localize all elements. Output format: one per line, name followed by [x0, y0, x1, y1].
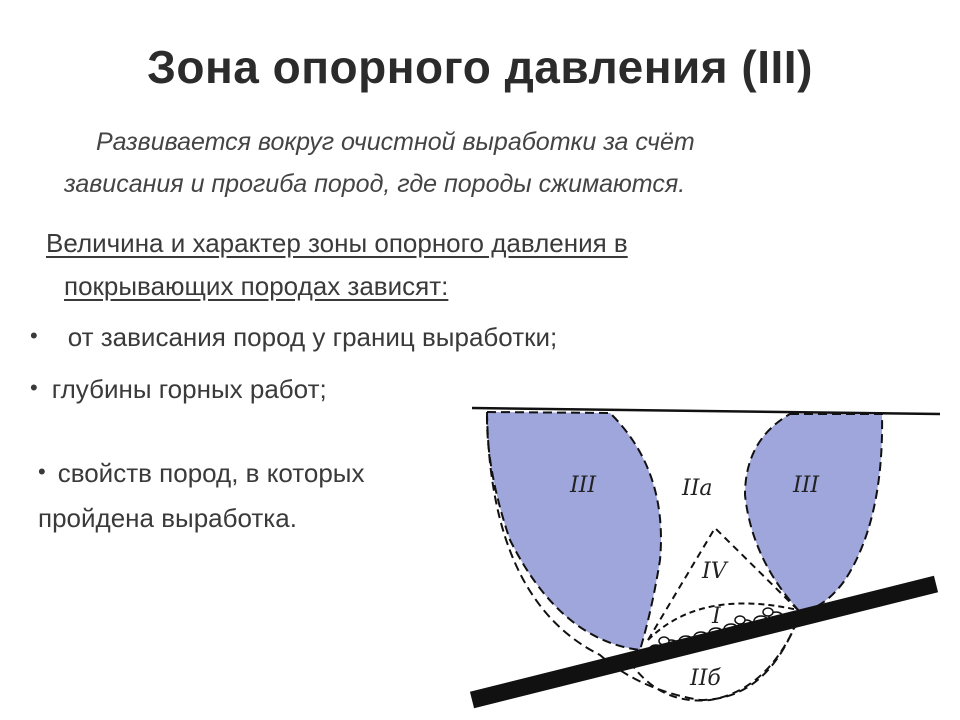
dependence-heading-line-2: покрывающих породах зависят:	[64, 271, 449, 301]
left-support-zone	[487, 412, 661, 650]
bullet-text: глубины горных работ;	[51, 374, 327, 404]
label-left-zone: III	[570, 473, 597, 498]
dependence-heading-line-1: Величина и характер зоны опорного давления в	[46, 228, 628, 258]
bullet-dot: •	[30, 375, 38, 400]
label-bottom-zone: IIб	[690, 666, 721, 691]
label-center-zone: IV	[702, 559, 727, 584]
bullet-dot: •	[30, 323, 38, 348]
bullet-dot: •	[38, 459, 46, 484]
bullet-text: свойств пород, в которых	[57, 458, 365, 488]
slide-title: Зона опорного давления (III)	[147, 41, 813, 93]
intro-line-2: зависания и прогиба пород, где породы сжимаются.	[64, 170, 686, 198]
label-right-zone: III	[793, 473, 820, 498]
bullet-text: от зависания пород у границ выработки;	[67, 322, 558, 352]
label-top-zone: IIа	[682, 476, 713, 501]
label-worked-zone: I	[712, 604, 721, 629]
right-support-zone	[745, 414, 882, 612]
intro-line-1: Развивается вокруг очистной выработки за счёт	[96, 128, 695, 156]
bullet-item-rock-properties-continuation: пройдена выработка.	[38, 503, 297, 533]
